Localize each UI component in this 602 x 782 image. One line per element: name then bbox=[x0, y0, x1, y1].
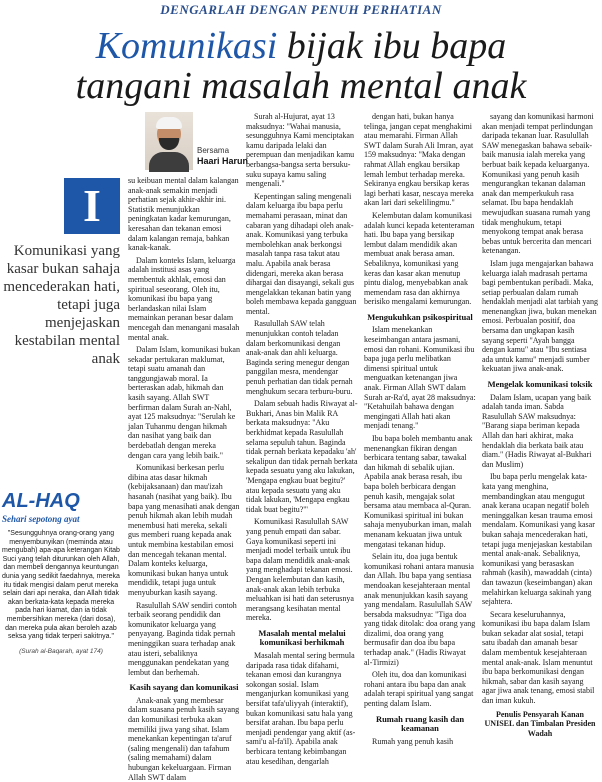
author-portrait bbox=[145, 112, 193, 170]
headline-accent: Komunikasi bbox=[95, 25, 278, 67]
paragraph: sayang dan komunikasi harmoni akan menjadi tempat perlindungan daripada tekanan luar. Rasulullah SAW menegaskan bahawa sebaik-baik manusia ialah mereka yang berbuat baik kepada keluarganya. Komunikasi yang penuh kasih mengurangkan tekanan dalaman anak dan memperkukuh rasa selamat. Ibu bapa hendaklah mewujudkan suasana rumah yang tidak menghukum, tetapi menyokong tempat anak berasa bebas untuk bercerita dan mencari ketenangan. bbox=[482, 112, 594, 256]
article-column-1 bbox=[128, 176, 240, 782]
paragraph: Komunikasi Rasulullah SAW yang penuh empati dan sabar. Gaya komunikasi seperti ini menjadi model terbaik untuk ibu bapa dalam mendidik anak-anak yang menghadapi tekanan emosi. Dengan kelembutan dan kasih, anak-anak akan lebih terbuka meluahkan isi hati dan seterusnya merangsang kesihatan mental mereka. bbox=[246, 517, 354, 623]
paragraph: Anak-anak yang membesar dalam suasana penuh kasih sayang dan komunikasi terbuka akan memiliki jiwa yang sihat. Islam menekankan kepentingan ta'aruf (saling mengenali) dan tafahum (saling memahami) dalam hubungan kekeluargaan. Firman Allah SWT dalam bbox=[128, 695, 240, 782]
byline-name: Haari Harun bbox=[197, 156, 249, 166]
paragraph: Surah al-Hujurat, ayat 13 maksudnya: "Wahai manusia, sesungguhnya Kami menciptakan kamu daripada lelaki dan perempuan dan menjadikan kamu berbangsa-bangsa serta bersuku-suku supaya kamu saling mengenali." bbox=[246, 112, 355, 189]
pull-quote: Komunikasi yang kasar bukan sahaja mencederakan hati, tetapi juga menjejaskan kestabilan mental anak bbox=[3, 243, 120, 367]
paragraph: Rasulullah SAW telah menunjukkan contoh teladan dalam berkomunikasi dengan anak-anak dan ahli keluarga. Baginda sering menegur dengan panggilan mesra, mendengar penuh perhatian dan tidak pernah menghukum secara terburu-buru. bbox=[246, 319, 353, 396]
paragraph: Komunikasi berkesan perlu dibina atas dasar hikmah (kebijaksanaan) dan mau'izah hasanah (nasihat yang baik). Ibu bapa yang menasihati anak dengan penuh hikmah akan lebih mudah menembusi hati mereka, sekali gus memberi ruang kepada anak untuk membina kestabilan emosi dan mencegah tekanan mental. Dalam konteks keluarga, komunikasi bukan hanya untuk mendidik, tetapi juga untuk menyuburkan kasih sayang. bbox=[128, 463, 240, 597]
section-heading: Rumah ruang kasih dan keamanan bbox=[375, 713, 465, 734]
headline bbox=[0, 26, 602, 106]
article-column-2 bbox=[246, 112, 358, 766]
paragraph: dengan hati, bukan hanya telinga, jangan cepat menghakimi atau memarahi. Firman Allah SWT dalam Surah Ali Imran, ayat 159 maksudnya: "Maka dengan rahmat Allah engkau bersikap lemah lembut terhadap mereka. Sekiranya engkau bersikap keras lagi berhati kasar, nescaya mereka akan lari dari sekelilingmu." bbox=[364, 112, 474, 208]
paragraph: Selain itu, doa juga bentuk komunikasi rohani antara manusia dan Allah. Ibu bapa yang sentiasa mendoakan kesejahteraan mental anak menunjukkan kasih sayang yang mendalam. Rasulullah SAW bersabda maksudnya: "Tiga doa yang tidak ditolak: doa orang yang dizalimi, doa orang yang bermusafir dan doa ibu bapa terhadap anak." (Hadis Riwayat al-Tirmizi) bbox=[364, 552, 476, 667]
paragraph: Dalam konteks Islam, keluarga adalah institusi asas yang membentuk akhlak, emosi dan spiritual seseorang. Oleh itu, komunikasi ibu bapa yang berlandaskan nilai Islam memainkan peranan besar dalam mencegah dan menangani masalah mental anak. bbox=[128, 255, 240, 342]
al-haq-tagline: Sehari sepotong ayat bbox=[2, 514, 80, 524]
paragraph: Oleh itu, doa dan komunikasi rohani antara ibu bapa dan anak adalah terapi spiritual yang sangat penting dalam Islam. bbox=[364, 670, 474, 709]
author-note: Penulis Pensyarah Kanan UNISEL dan Timbalan Presiden Wadah bbox=[484, 709, 596, 738]
al-haq-title: AL-HAQ bbox=[2, 490, 80, 512]
kicker: DENGARLAH DENGAN PENUH PERHATIAN bbox=[160, 2, 442, 17]
byline-label: Bersama bbox=[197, 146, 230, 155]
paragraph: Rasulullah SAW sendiri contoh terbaik seorang pendidik dan komunikator keluarga yang penyayang. Baginda tidak pernah meninggikan suara terhadap anak atau isteri, sebaliknya menggunakan pendekatan yang lembut dan berhemah. bbox=[128, 600, 237, 677]
paragraph: Masalah mental sering bermula daripada rasa tidak difahami, tekanan emosi dan kurangnya sokongan sosial. Islam menganjurkan komunikasi yang bersifat tafa'uliyyah (interaktif), bukan komunikasi satu hala yang bersifat arahan. Ibu bapa perlu menjadi pendengar yang aktif (as-sami'u al-fa'il). Apabila anak berbicara tentang kebimbangan atau kesedihan, dengarlah bbox=[246, 651, 356, 766]
paragraph: Islam menekankan keseimbangan antara jasmani, emosi dan rohani. Komunikasi ibu bapa juga perlu melibatkan dimensi spiritual untuk menguatkan ketenangan jiwa anak. Firman Allah SWT dalam Surah ar-Ra'd, ayat 28 maksudnya: "Ketahuilah bahawa dengan mengingati Allah hati akan menjadi tenang." bbox=[364, 325, 476, 431]
paragraph: Kelembutan dalam komunikasi adalah kunci kepada ketenteraman hati. Ibu bapa yang bersikap lembut dalam mendidik akan membuat anak berasa aman. Sebaliknya, komunikasi yang keras dan kasar akan menutup pintu dialog, menyebabkan anak memendam rasa dan akhirnya berisiko mengalami kemurungan. bbox=[364, 210, 475, 307]
paragraph: Ibu bapa boleh membantu anak menenangkan fikiran dengan berbicara tentang sabar, tawakal dan hikmah di sebalik ujian. Apabila anak berasa resah, ibu bapa boleh berbicara dengan penuh kasih, mengajak solat bersama atau membaca al-Quran. Komunikasi spiritual ini bukan sahaja menyuburkan iman, malah menanam kekuatan jiwa untuk mengatasi tekanan hidup. bbox=[364, 434, 473, 549]
section-heading: Mengelak komunikasi toksik bbox=[487, 379, 593, 390]
headline-line1: bijak ibu bapa bbox=[277, 25, 507, 67]
paragraph: Ibu bapa perlu mengelak kata-kata yang menghina, membandingkan atau mengugut anak kerana ucapan negatif boleh meninggalkan kesan trauma emosi mendalam. Komunikasi yang kasar bukan sahaja mencederakan hati, tetapi juga menjejaskan kestabilan mental anak-anak. Sebaliknya, komunikasi yang berasaskan rahmah (kasih), mawaddah (cinta) dan tawazun (keseimbangan) akan melahirkan keluarga sakinah yang sejahtera. bbox=[482, 472, 595, 607]
headline-line2: tangani masalah mental anak bbox=[75, 65, 527, 107]
paragraph: Dalam Islam, komunikasi bukan sekadar pertukaran maklumat, tetapi suatu amanah dan tanggungjawab moral. Ia berteraskan adab, hikmah dan kasih sayang. Allah SWT berfirman dalam Surah an-Nahl, ayat 125 maksudnya: "Serulah ke jalan Tuhanmu dengan hikmah dan nasihat yang baik dan berdebatlah dengan mereka dengan cara yang lebih baik." bbox=[128, 345, 240, 460]
paragraph: Rumah yang penuh kasih bbox=[372, 736, 454, 746]
section-heading: Masalah mental melalui komunikasi berhikmah bbox=[258, 627, 346, 648]
paragraph: Dalam sebuah hadis Riwayat al-Bukhari, Anas bin Malik RA berkata maksudnya: "Aku berkhidmat kepada Rasulullah selama sepuluh tahun. Baginda tidak pernah berkata kepadaku 'ah' sekalipun dan tidak pernah berkata kepada sesuatu yang aku lakukan, 'Mengapa engkau buat begitu?' atau kepada sesuatu yang aku tidak lakukan, 'Mengapa engkau tidak buat begitu?'" bbox=[246, 399, 358, 514]
drop-cap: I bbox=[64, 178, 120, 234]
section-heading: Kasih sayang dan komunikasi bbox=[129, 682, 239, 693]
paragraph: Dalam Islam, ucapan yang baik adalah tanda iman. Sabda Rasulullah SAW maksudnya: "Barang siapa beriman kepada Allah dan hari akhirat, maka hendaklah dia berkata baik atau diam." (Hadis Riwayat al-Bukhari dan Muslim) bbox=[482, 392, 592, 469]
paragraph: Kepentingan saling mengenali dalam keluarga ibu bapa perlu memahami perasaan, minat dan cabaran yang dihadapi oleh anak-anak. Komunikasi yang terbuka membolehkan anak berkongsi masalah tanpa rasa takut atau malu. Apabila anak berasa didengari, mereka akan berasa dihargai dan disayangi, sekali gus mengelakkan tekanan batin yang boleh membawa kepada gangguan mental. bbox=[246, 191, 357, 316]
article-column-3 bbox=[364, 112, 476, 746]
article-column-4 bbox=[482, 112, 598, 738]
paragraph: Islam juga mengajarkan bahawa keluarga ialah madrasah pertama bagi pembentukan peribadi. Maka, setiap perbualan dalam rumah hendaklah menjadi alat tarbiah yang menenangkan jiwa, bukan menekan emosi. Perbualan positif, doa bersama dan ungkapan kasih sayang seperti "Ayah bangga dengan kamu" atau "Ibu sentiasa ada untuk kamu" menjadi sumber kekuatan jiwa anak-anak. bbox=[482, 258, 598, 374]
al-haq-quote: "Sesungguhnya orang-orang yang menyembunyikan (meminda atau mengubah) apa-apa keterangan Kitab Suci yang telah diturunkan oleh Allah, dan membeli dengannya keuntungan dunia yang sedikit faedahnya, mereka itu tidak mengisi dalam perut mereka selain dari api neraka, dan Allah tidak akan berkata-kata kepada mereka pada hari kiamat, dan ia tidak membersihkan mereka (dari dosa), dan mereka pula akan beroleh azab seksa yang tidak terperi sakitnya." bbox=[2, 530, 120, 641]
al-haq-citation: (Surah al-Baqarah, ayat 174) bbox=[19, 647, 103, 655]
al-haq-box bbox=[2, 490, 120, 655]
section-heading: Mengukuhkan psikospiritual bbox=[367, 311, 473, 322]
paragraph: su keibuan mental dalam kalangan anak-anak semakin menjadi perhatian sejak akhir-akhir ini. Statistik menunjukkan peningkatan kadar kemurungan, keresahan dan tekanan emosi dalam kalangan remaja, bahkan kanak-kanak. bbox=[128, 176, 239, 253]
paragraph: Secara keseluruhannya, komunikasi ibu bapa dalam Islam bukan sekadar alat sosial, tetapi satu ibadah dan amanah besar dalam membentuk kesejahteraan mental anak-anak. Islam menuntut ibu bapa berkomunikasi dengan hikmah, sabar dan kasih sayang agar jiwa anak tenang, emosi stabil dan iman kukuh. bbox=[482, 609, 595, 706]
byline bbox=[145, 112, 255, 172]
